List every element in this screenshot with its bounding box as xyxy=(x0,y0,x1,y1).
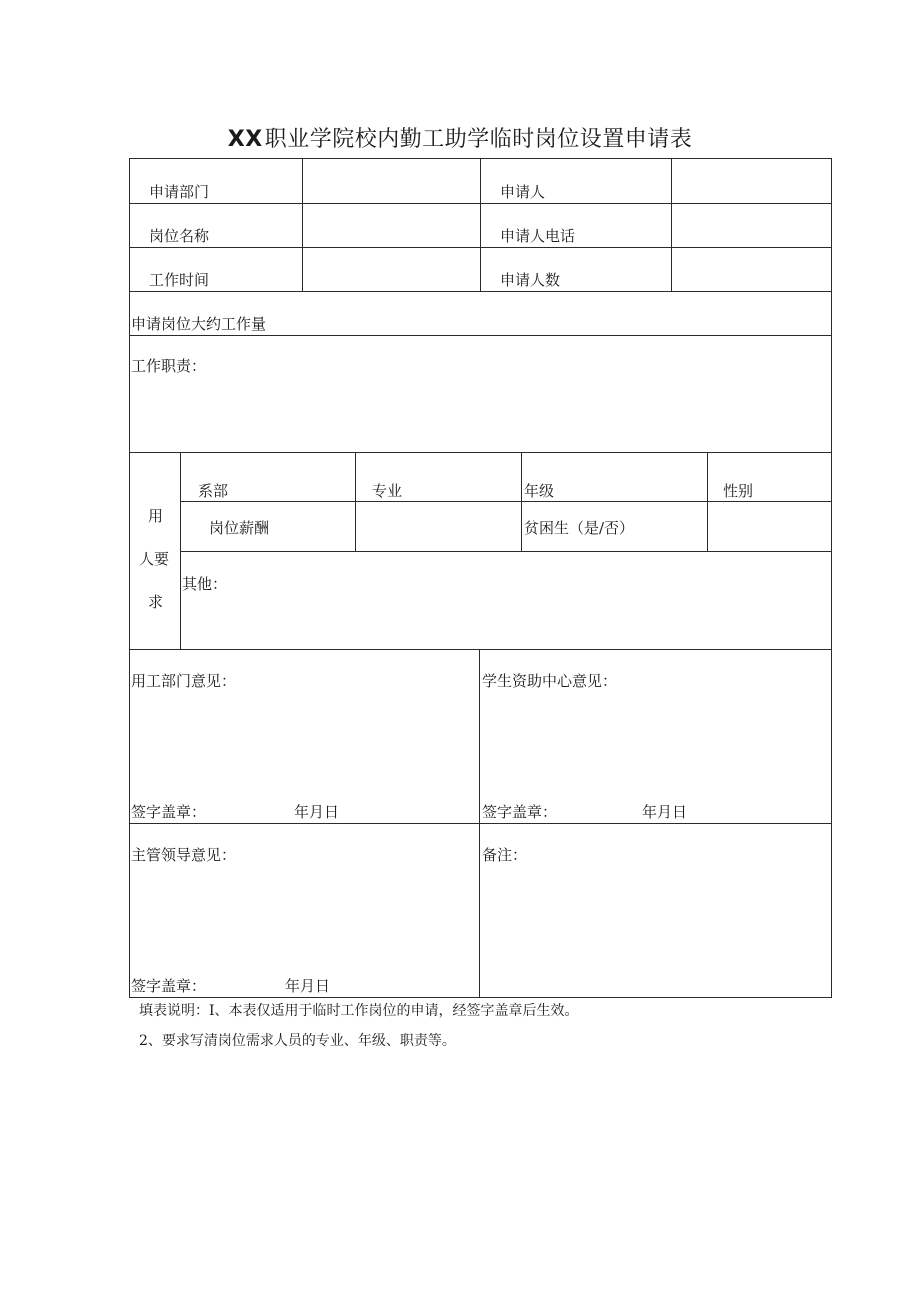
label-position-name: 岗位名称 xyxy=(149,227,210,245)
label-applicant: 申请人 xyxy=(500,183,546,201)
requirements-side-label-3: 求 xyxy=(148,593,164,611)
col-divider xyxy=(355,452,356,552)
label-major: 专业 xyxy=(372,482,403,500)
label-sign: 签字盖章： xyxy=(131,977,207,995)
label-applicant-count: 申请人数 xyxy=(500,271,561,289)
label-date: 年月日 xyxy=(294,803,340,821)
col-divider xyxy=(521,452,522,552)
label-workload: 申请岗位大约工作量 xyxy=(131,315,267,333)
form-title: XX职业学院校内勤工助学临时岗位设置申请表 xyxy=(227,127,693,152)
label-poverty: 贫困生（是/否） xyxy=(524,519,635,537)
requirements-side-label-2: 人要 xyxy=(139,550,170,568)
row-divider xyxy=(129,335,832,336)
col-divider xyxy=(671,158,672,292)
label-grade: 年级 xyxy=(524,482,555,500)
requirements-side-label-1: 用 xyxy=(148,507,164,525)
label-other: 其他： xyxy=(182,575,228,593)
table-border-left xyxy=(129,158,130,998)
row-divider xyxy=(129,823,832,824)
table-border-bottom xyxy=(129,997,832,998)
label-department: 申请部门 xyxy=(149,183,210,201)
label-date: 年月日 xyxy=(285,977,331,995)
row-divider xyxy=(180,551,832,552)
label-date: 年月日 xyxy=(642,803,688,821)
col-divider xyxy=(707,452,708,552)
label-duties: 工作职责： xyxy=(131,357,207,375)
label-applicant-phone: 申请人电话 xyxy=(500,227,576,245)
note-line-2: 2、要求写清岗位需求人员的专业、年级、职责等。 xyxy=(139,1033,456,1049)
table-border-right xyxy=(831,158,832,998)
label-supervisor-opinion: 主管领导意见： xyxy=(131,846,237,864)
row-divider xyxy=(129,452,832,453)
label-sign: 签字盖章： xyxy=(131,803,207,821)
label-aid-center-opinion: 学生资助中心意见： xyxy=(482,672,618,690)
label-salary: 岗位薪酬 xyxy=(209,519,270,537)
label-employer-opinion: 用工部门意见： xyxy=(131,672,237,690)
note-line-1: 填表说明：I、本表仅适用于临时工作岗位的申请，经签字盖章后生效。 xyxy=(139,1003,579,1019)
label-sign: 签字盖章： xyxy=(482,803,558,821)
col-divider xyxy=(302,158,303,292)
row-divider xyxy=(180,501,832,502)
label-faculty: 系部 xyxy=(198,482,229,500)
label-work-time: 工作时间 xyxy=(149,271,210,289)
label-gender: 性别 xyxy=(723,482,754,500)
label-remarks: 备注： xyxy=(482,846,528,864)
row-divider xyxy=(129,649,832,650)
col-divider xyxy=(480,158,481,292)
